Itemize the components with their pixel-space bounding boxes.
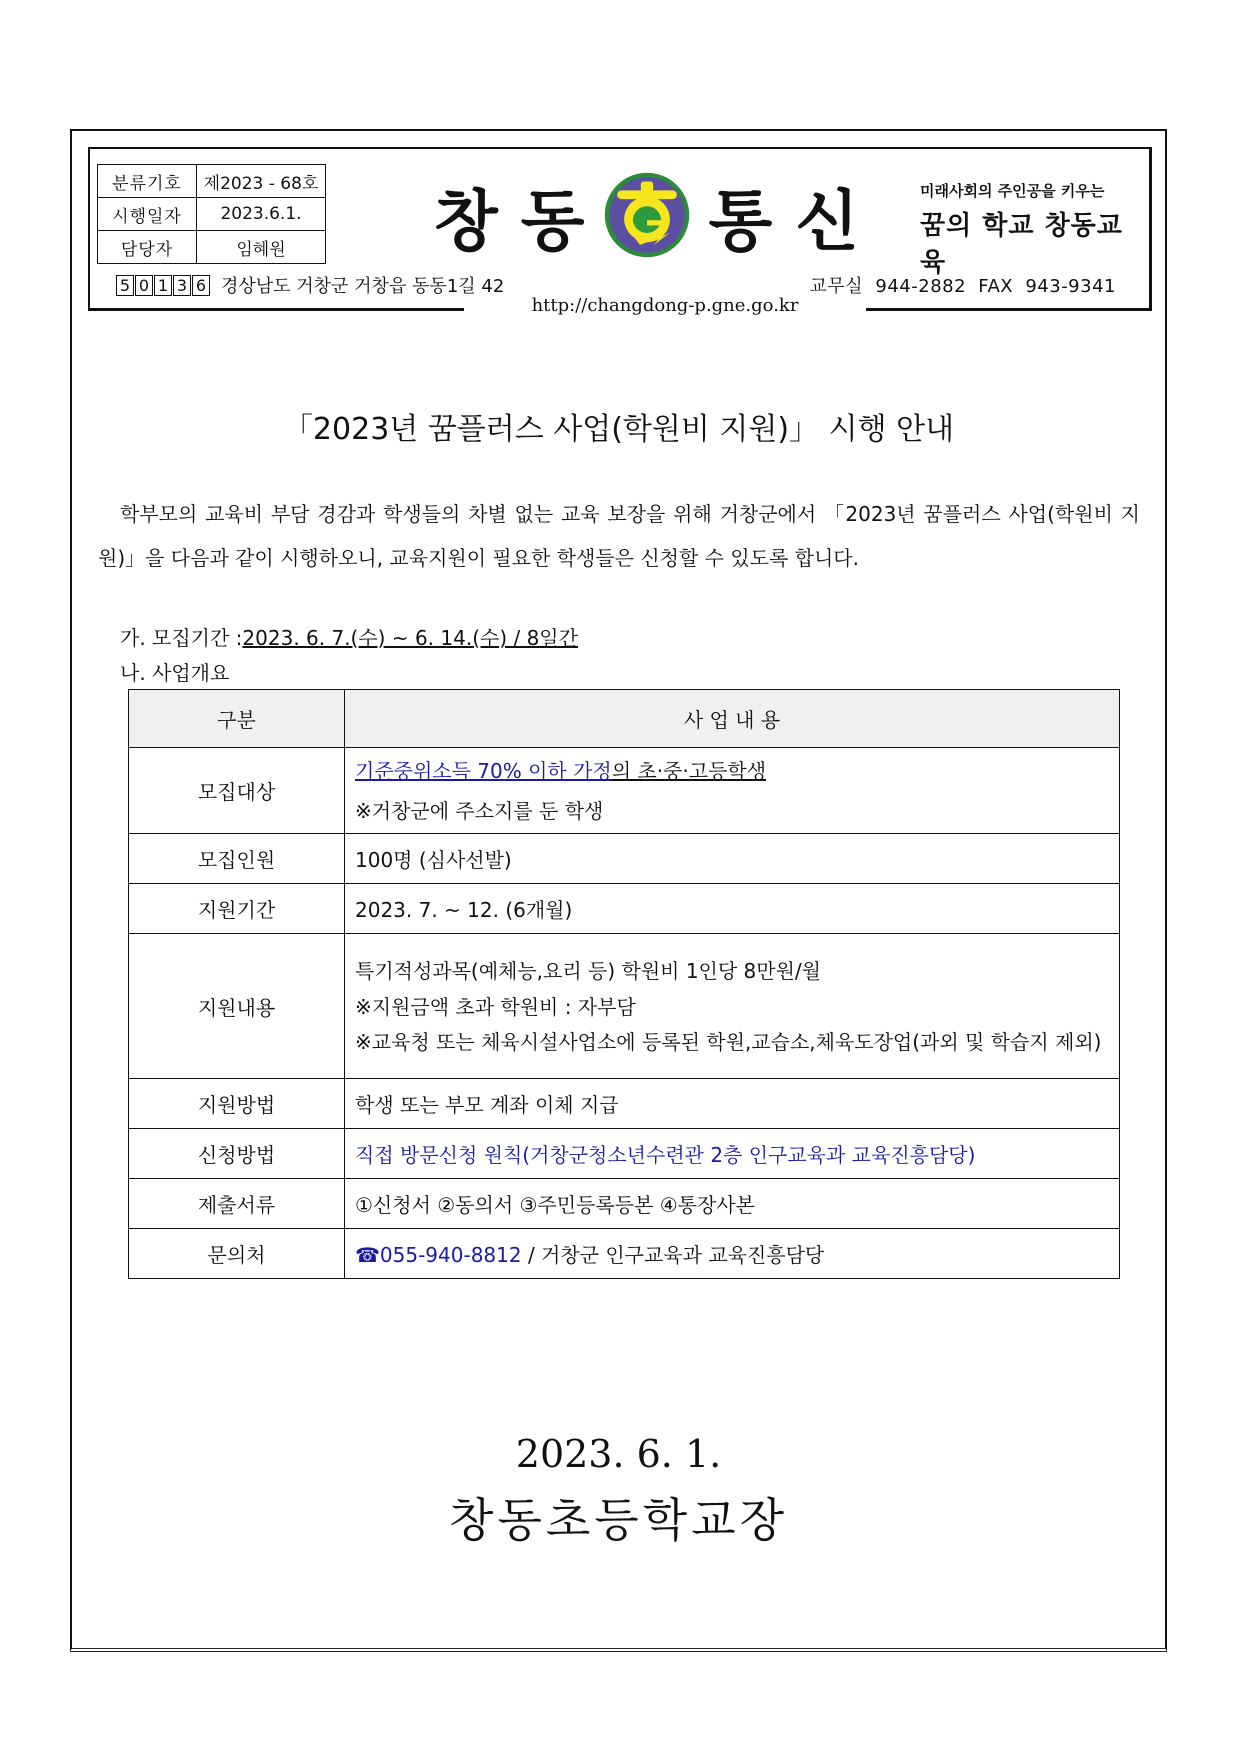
school-slogan xyxy=(920,180,1140,279)
row-key: 모집인원 xyxy=(129,834,345,884)
table-row xyxy=(129,748,1120,834)
masthead-right: 통 신 xyxy=(708,181,859,260)
info-value: 임혜원 xyxy=(197,231,326,264)
header-content: 사 업 내 용 xyxy=(345,690,1120,748)
zip-code xyxy=(116,275,211,296)
row-value: ☎055-940-8812 / 거창군 인구교육과 교육진흥담당 xyxy=(345,1229,1120,1279)
row-value: 특기적성과목(예체능,요리 등) 학원비 1인당 8만원/월 ※지원금액 초과 학원비 : 자부담 ※교육청 또는 체육시설사업소에 등록된 학원,교습소,체육도장업(과외 및 학습지 제외) xyxy=(345,934,1120,1079)
business-overview-label: 나. 사업개요 xyxy=(120,661,230,685)
recruitment-period-label: 가. 모집기간 : xyxy=(120,626,243,650)
school-emblem-icon xyxy=(603,171,691,259)
header-divider-right xyxy=(866,308,1152,311)
row-key: 지원방법 xyxy=(129,1079,345,1129)
masthead-left: 창 동 xyxy=(434,181,585,260)
slogan-line1: 미래사회의 주인공을 키우는 xyxy=(920,182,1105,200)
table-header-row xyxy=(129,690,1120,748)
recruitment-period-value: 2023. 6. 7.(수) ~ 6. 14.(수) / 8일간 xyxy=(242,626,578,650)
table-row xyxy=(129,1229,1120,1279)
zip-digit: 3 xyxy=(173,275,191,296)
table-row xyxy=(129,1129,1120,1179)
income-criteria-link[interactable]: 기준중위소득 70% 이하 가정 xyxy=(355,758,612,783)
business-overview-table xyxy=(128,689,1120,1279)
school-url-link[interactable]: http://changdong-p.gne.go.kr xyxy=(531,295,799,316)
masthead-title xyxy=(420,165,873,265)
principal-signature: 창동초등학교장 xyxy=(448,1493,789,1547)
row-value: 직접 방문신청 원칙(거창군청소년수련관 2층 인구교육과 교육진흥담당) xyxy=(345,1129,1120,1179)
intro-paragraph: 학부모의 교육비 부담 경감과 학생들의 차별 없는 교육 보장을 위해 거창군에서 「2023년 꿈플러스 사업(학원비 지원)」을 다음과 같이 시행하오니, 교육지원이 필요한 학생들은 신청할 수 있도록 합니다. xyxy=(98,502,1140,570)
row-key: 지원기간 xyxy=(129,884,345,934)
address-text: 경상남도 거창군 거창읍 동동1길 42 xyxy=(221,276,505,297)
zip-digit: 1 xyxy=(154,275,172,296)
info-label: 담당자 xyxy=(98,231,197,264)
phone-number[interactable]: ☎055-940-8812 xyxy=(355,1243,522,1267)
info-row-date xyxy=(98,198,326,231)
table-row xyxy=(129,1079,1120,1129)
info-row-manager xyxy=(98,231,326,264)
table-row xyxy=(129,884,1120,934)
zip-digit: 5 xyxy=(116,275,134,296)
row-key: 모집대상 xyxy=(129,748,345,834)
table-row xyxy=(129,1179,1120,1229)
info-row-classification xyxy=(98,165,326,198)
document-title: 「2023년 꿈플러스 사업(학원비 지원)」 시행 안내 xyxy=(282,412,955,447)
zip-digit: 6 xyxy=(192,275,210,296)
info-value: 제2023 - 68호 xyxy=(197,165,326,198)
header-category: 구분 xyxy=(129,690,345,748)
row-value: 기준중위소득 70% 이하 가정의 초·중·고등학생 ※거창군에 주소지를 둔 학생 xyxy=(345,748,1120,834)
table-row xyxy=(129,934,1120,1079)
row-key: 지원내용 xyxy=(129,934,345,1079)
school-address xyxy=(116,272,504,298)
row-value: 100명 (심사선발) xyxy=(345,834,1120,884)
recruitment-period xyxy=(120,622,578,651)
info-label: 분류기호 xyxy=(98,165,197,198)
row-value: 학생 또는 부모 계좌 이체 지급 xyxy=(345,1079,1120,1129)
contact-phone-fax: 교무실 944-2882 FAX 943-9341 xyxy=(809,276,1116,297)
document-info-table xyxy=(97,164,326,264)
row-key: 문의처 xyxy=(129,1229,345,1279)
table-row xyxy=(129,834,1120,884)
row-value: ①신청서 ②동의서 ③주민등록등본 ④통장사본 xyxy=(345,1179,1120,1229)
row-key: 제출서류 xyxy=(129,1179,345,1229)
zip-digit: 0 xyxy=(135,275,153,296)
row-key: 신청방법 xyxy=(129,1129,345,1179)
info-value: 2023.6.1. xyxy=(197,198,326,231)
issue-date: 2023. 6. 1. xyxy=(515,1432,722,1476)
slogan-line2: 꿈의 학교 창동교육 xyxy=(920,211,1123,278)
header-divider-left xyxy=(88,308,464,311)
info-label: 시행일자 xyxy=(98,198,197,231)
row-value: 2023. 7. ~ 12. (6개월) xyxy=(345,884,1120,934)
